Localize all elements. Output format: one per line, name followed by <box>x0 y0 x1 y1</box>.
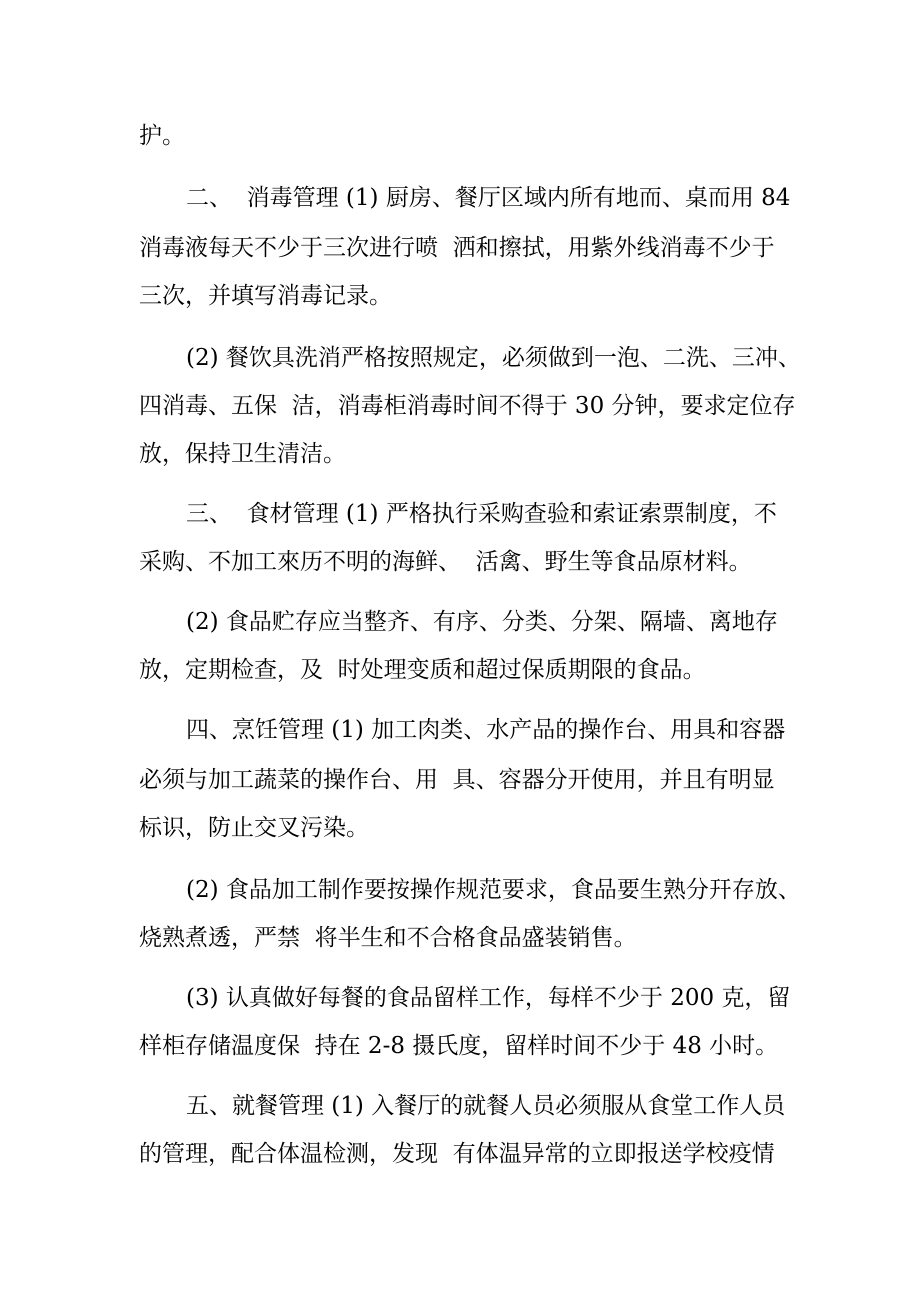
text-line: 放，定期检查，及 时处理变质和超过保质期限的食品。 <box>139 657 706 683</box>
section-5-heading-line: 五、就餐管理 (1) 入餐厅的就餐人员必须服从食堂工作人员 <box>186 1093 786 1119</box>
text-line: 采购、不加工來历不明的海鲜、 活禽、野生等食品原材料。 <box>139 549 752 575</box>
text-line: 样柜存储温度保 持在 2-8 摄氏度，留样时间不少于 48 小时。 <box>139 1033 779 1059</box>
text-line: 的管理，配合体温检测，发现 有体温异常的立即报送学校疫情 <box>139 1141 775 1167</box>
section-3-heading-line: 三、 食材管理 (1) 严格执行采购查验和索证索票制度，不 <box>186 501 777 527</box>
text-line: 三次，并填写消毒记录。 <box>139 283 392 309</box>
text-line: 放，保持卫生清洁。 <box>139 441 346 467</box>
section-2-heading-line: 二、 消毒管理 (1) 厨房、餐厅区域内所有地而、桌而用 84 <box>186 185 791 211</box>
text-line: 必须与加工蔬菜的操作台、用 具、容器分开使用，并且有明显 <box>139 767 775 793</box>
section-4-heading-line: 四、烹饪管理 (1) 加工肉类、水产品的操作台、用具和容器 <box>186 717 786 743</box>
text-line: 标识，防止交叉污染。 <box>139 815 369 841</box>
text-line: 四消毒、五保 洁，消毒柜消毒时间不得于 30 分钟，要求定位存 <box>139 393 796 419</box>
paragraph-start-line: (3) 认真做好每餐的食品留样工作，每样不少于 200 克，留 <box>186 985 791 1011</box>
paragraph-start-line: (2) 餐饮具洗消严格按照规定，必须做到一泡、二洗、三冲、 <box>186 345 801 371</box>
text-line: 烧熟煮透，严禁 将半生和不合格食品盛装销售。 <box>139 925 637 951</box>
text-line-continuation: 护。 <box>139 123 185 149</box>
text-line: 消毒液每天不少于三次进行喷 洒和擦拭，用紫外线消毒不少于 <box>139 235 775 261</box>
paragraph-start-line: (2) 食品加工制作要按操作规范要求，食品要生熟分幵存放、 <box>186 877 801 903</box>
paragraph-start-line: (2) 食品贮存应当整齐、有序、分类、分架、隔墙、离地存 <box>186 609 778 635</box>
